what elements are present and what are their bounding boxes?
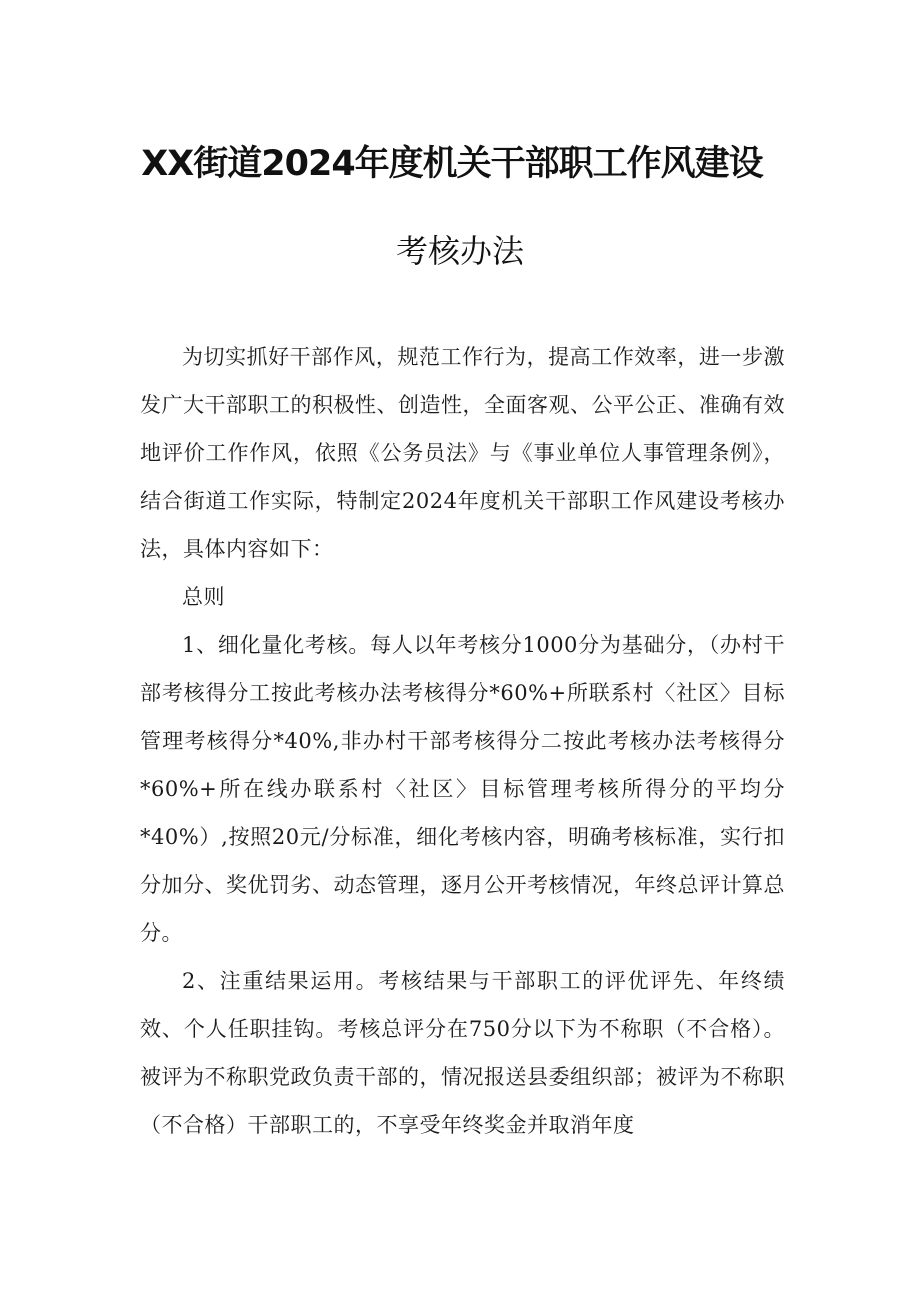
- section-heading: 总则: [182, 585, 225, 609]
- item-paragraph-2: 2、注重结果运用。考核结果与干部职工的评优评先、年终绩效、个人任职挂钩。考核总评分在750分以下为不称职（不合格）。被评为不称职党政负责干部的，情况报送县委组织部；被评为不称职（不合格）干部职工的，不享受年终奖金并取消年度: [140, 969, 785, 1137]
- document-body: [140, 333, 785, 1149]
- intro-paragraph: 为切实抓好干部作风，规范工作行为，提高工作效率，进一步激发广大干部职工的积极性、创造性，全面客观、公平公正、准确有效地评价工作作风，依照《公务员法》与《事业单位人事管理条例》，结合街道工作实际，特制定2024年度机关干部职工作风建设考核办法，具体内容如下：: [140, 345, 785, 561]
- document-title: XX街道2024年度机关干部职工作风建设: [141, 144, 763, 184]
- item-paragraph-1: 1、细化量化考核。每人以年考核分1000分为基础分，（办村干部考核得分工按此考核办法考核得分*60%+所联系村〈社区〉目标管理考核得分*40%,非办村干部考核得分二按此考核办法考核得分*60%+所在线办联系村〈社区〉目标管理考核所得分的平均分*40%）,按照20元/分标准，细化考核内容，明确考核标准，实行扣分加分、奖优罚劣、动态管理，逐月公开考核情况，年终总评计算总分。: [140, 633, 785, 945]
- document-subtitle: 考核办法: [395, 232, 524, 270]
